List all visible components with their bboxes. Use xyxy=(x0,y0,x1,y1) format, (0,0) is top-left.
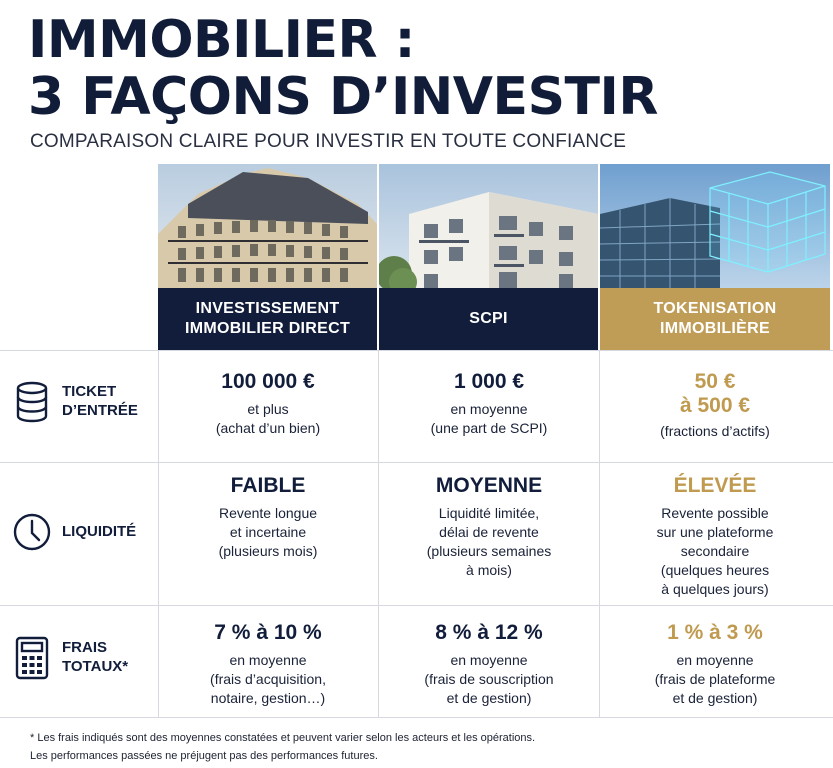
cell-ticket-tokenisation xyxy=(600,370,830,441)
cell-liquidite-tokenisation xyxy=(600,474,830,599)
cell-liquidite-direct xyxy=(158,474,378,561)
cell-liquidite-scpi xyxy=(379,474,599,580)
cell-text: (fractions d’actifs) xyxy=(660,423,770,440)
row-label-frais-line-2: TOTAUX* xyxy=(62,658,129,675)
cell-text: et plus xyxy=(247,401,289,418)
cell-text: Revente possible xyxy=(661,505,769,522)
footnote-line-2: Les performances passées ne préjugent pas des performances futures. xyxy=(30,749,378,762)
cell-value: à 500 € xyxy=(679,394,751,418)
column-header-direct-line-2: IMMOBILIER DIRECT xyxy=(184,320,351,337)
cell-text: (plusieurs semaines xyxy=(426,542,552,559)
cell-text: à mois) xyxy=(466,561,512,578)
page-title xyxy=(28,10,658,127)
cell-text: et incertaine xyxy=(229,524,307,541)
cell-frais-direct xyxy=(158,621,378,708)
row-label-ticket-line-1: TICKET xyxy=(62,383,117,401)
cell-frais-scpi xyxy=(379,621,599,708)
cell-text: (achat d’un bien) xyxy=(215,420,321,437)
cell-value: 1 % à 3 % xyxy=(667,621,763,644)
cell-text: en moyenne xyxy=(450,652,528,669)
cell-text: Liquidité limitée, xyxy=(438,505,540,522)
cell-text: en moyenne xyxy=(229,652,307,669)
cell-ticket-direct xyxy=(158,370,378,438)
row-label-ticket-line-2: D’ENTRÉE xyxy=(62,402,138,419)
footnote xyxy=(30,730,535,765)
row-label-liquidite-line-1: LIQUIDITÉ xyxy=(62,522,137,540)
footnote-line-1: * Les frais indiqués sont des moyennes constatées et peuvent varier selon les acteurs et les opérations. xyxy=(30,732,536,744)
column-header-tokenisation-line-1: TOKENISATION xyxy=(653,300,777,317)
calculator-icon xyxy=(10,636,54,680)
cell-value: 100 000 € xyxy=(221,370,315,393)
title-line-2: 3 FAÇONS D’INVESTIR xyxy=(28,67,658,127)
row-label-frais xyxy=(10,636,160,680)
column-header-scpi-line-1: SCPI xyxy=(469,310,508,327)
title-line-1: IMMOBILIER : xyxy=(28,10,415,70)
row-divider xyxy=(0,462,833,463)
row-label-ticket xyxy=(10,380,160,424)
cell-text: (plusieurs mois) xyxy=(218,542,318,559)
column-header-direct xyxy=(158,288,377,350)
cell-text: secondaire xyxy=(680,542,750,559)
column-header-scpi xyxy=(379,288,598,350)
cell-text: en moyenne xyxy=(676,652,754,669)
page-subtitle: COMPARAISON CLAIRE POUR INVESTIR EN TOUTE CONFIANCE xyxy=(30,131,627,152)
cell-text: notaire, gestion…) xyxy=(210,689,326,706)
cell-text: sur une plateforme xyxy=(656,524,774,541)
cell-value: MOYENNE xyxy=(435,474,543,497)
cell-text: en moyenne xyxy=(450,401,528,418)
row-label-frais-line-1: FRAIS xyxy=(62,639,107,657)
cell-frais-tokenisation xyxy=(600,621,830,708)
cell-text: et de gestion) xyxy=(446,689,532,706)
cell-value: 50 € xyxy=(694,370,736,393)
cell-value: FAIBLE xyxy=(230,474,306,497)
cell-text: (frais de plateforme xyxy=(654,671,776,688)
cell-value: ÉLEVÉE xyxy=(673,474,757,497)
cell-ticket-scpi xyxy=(379,370,599,438)
cell-text: à quelques jours) xyxy=(661,580,769,597)
cell-value: 7 % à 10 % xyxy=(214,621,322,644)
coin-stack-icon xyxy=(10,380,54,424)
row-divider xyxy=(0,717,833,718)
cell-value: 1 000 € xyxy=(453,370,525,393)
cell-text: (frais d’acquisition, xyxy=(210,671,326,688)
row-divider xyxy=(0,350,833,351)
cell-text: (frais de souscription xyxy=(424,671,554,688)
glass-building-digital-cube-image xyxy=(600,164,830,288)
clock-icon xyxy=(10,510,54,554)
cell-text: et de gestion) xyxy=(672,689,758,706)
row-divider xyxy=(0,605,833,606)
cell-text: (une part de SCPI) xyxy=(430,420,548,437)
haussmann-building-image xyxy=(158,164,377,288)
cell-value: 8 % à 12 % xyxy=(435,621,543,644)
cell-text: Revente longue xyxy=(218,505,318,522)
cell-text: délai de revente xyxy=(439,524,539,541)
modern-apartment-building-image xyxy=(379,164,598,288)
cell-text: (quelques heures xyxy=(660,561,770,578)
row-label-liquidite xyxy=(10,510,160,554)
column-header-direct-line-1: INVESTISSEMENT xyxy=(195,300,340,317)
column-header-tokenisation xyxy=(600,288,830,350)
column-header-tokenisation-line-2: IMMOBILIÈRE xyxy=(660,320,770,337)
